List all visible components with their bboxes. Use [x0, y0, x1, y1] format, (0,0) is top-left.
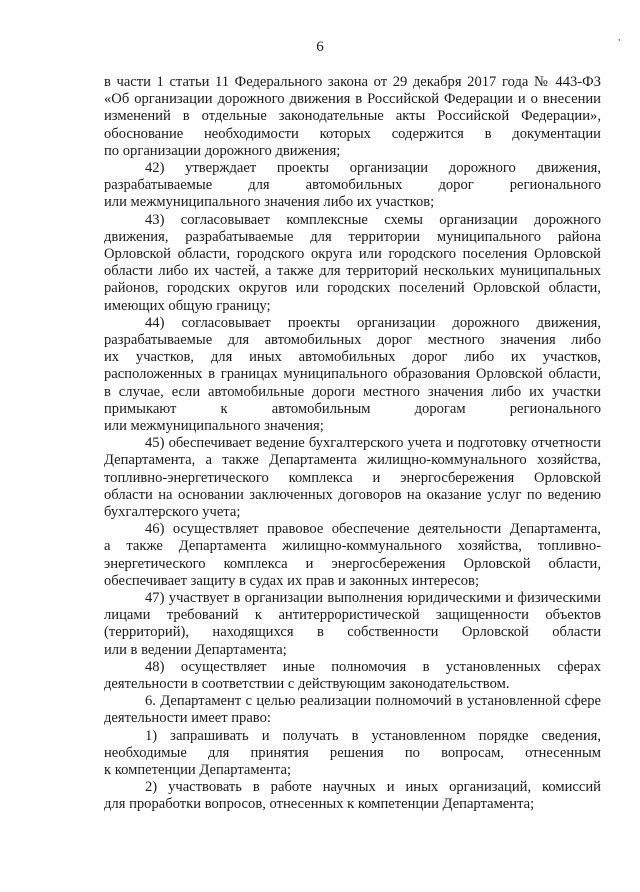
text-line: области либо их частей, а также для территорий нескольких муниципальных	[104, 263, 601, 280]
text-line: бухгалтерского учета;	[104, 504, 241, 520]
text-line: примыкают к автомобильным дорогам регионального	[104, 400, 601, 417]
text-line: или межмуниципального значения либо их участков;	[104, 194, 435, 211]
text-line: 42) утверждает проекты организации дорожного движения,	[145, 160, 601, 176]
page-number: 6	[316, 39, 324, 55]
text-line: по организации дорожного движения;	[104, 142, 341, 159]
text-line: 47) участвует в организации выполнения юридическими и физическими	[145, 590, 601, 606]
text-line: энергетического комплекса и энергосбережения Орловской области,	[104, 555, 601, 572]
text-line: в случае, если автомобильные дороги местного значения либо их участки	[104, 383, 601, 400]
text-line: разрабатываемые для автомобильных дорог регионального	[104, 177, 601, 194]
text-line: изменений в отдельные законодательные акты Российской Федерации»,	[104, 108, 601, 125]
text-line: 6. Департамент с целью реализации полномочий в установленной сфере	[145, 693, 601, 710]
text-line: Департамента, а также Департамента жилищно-коммунального хозяйства,	[104, 452, 601, 469]
text-line: движения, разрабатываемые для территории муниципального района	[104, 228, 601, 245]
text-line: лицами требований к антитеррористической защищенности объектов	[104, 607, 601, 624]
text-line: или в ведении Департамента;	[104, 641, 287, 658]
text-line: 2) участвовать в работе научных и иных организаций, комиссий	[145, 779, 601, 796]
text-line: Орловской области, городского округа или городского поселения Орловской	[104, 246, 601, 262]
text-line: обеспечивает защиту в судах их прав и законных интересов;	[104, 572, 479, 589]
text-line: (территорий), находящихся в собственности Орловской области	[104, 624, 601, 641]
text-line: «Об организации дорожного движения в Российской Федерации и о внесении	[104, 91, 601, 108]
text-line: обоснование необходимости которых содержится в документации	[104, 125, 601, 142]
text-line: 43) согласовывает комплексные схемы организации дорожного	[145, 211, 601, 228]
text-line: к компетенции Департамента;	[104, 762, 292, 778]
text-line: а также Департамента жилищно-коммунального хозяйства, топливно-	[104, 538, 601, 555]
text-line: 48) осуществляет иные полномочия в установленных сферах	[145, 658, 601, 675]
edge-mark: ,	[618, 32, 621, 43]
text-line: 46) осуществляет правовое обеспечение деятельности Департамента,	[145, 521, 601, 538]
text-line: 45) обеспечивает ведение бухгалтерского учета и подготовку отчетности	[145, 435, 601, 452]
text-line: необходимые для принятия решения по вопросам, отнесенным	[104, 744, 601, 761]
text-line: их участков, для иных автомобильных дорог либо их участков,	[104, 349, 601, 366]
text-line: или межмуниципального значения;	[104, 418, 324, 434]
text-line: разрабатываемые для автомобильных дорог местного значения либо	[104, 332, 601, 348]
text-line: топливно-энергетического комплекса и энергосбережения Орловской	[104, 469, 601, 486]
text-line: 1) запрашивать и получать в установленном порядке сведения,	[145, 727, 601, 744]
text-line: для проработки вопросов, отнесенных к компетенции Департамента;	[104, 796, 535, 813]
text-line: области на основании заключенных договоров на оказание услуг по ведению	[104, 486, 601, 503]
text-line: в части 1 статьи 11 Федерального закона от 29 декабря 2017 года № 443-ФЗ	[104, 74, 601, 90]
text-line: деятельности имеет право:	[104, 710, 271, 727]
text-line: районов, городских округов или городских поселений Орловской области,	[104, 280, 601, 297]
text-line: деятельности в соответствии с действующим законодательством.	[104, 676, 510, 692]
text-line: имеющих общую границу;	[104, 297, 271, 314]
text-line: расположенных в границах муниципального образования Орловской области,	[104, 366, 601, 383]
text-line: 44) согласовывает проекты организации дорожного движения,	[145, 314, 601, 331]
